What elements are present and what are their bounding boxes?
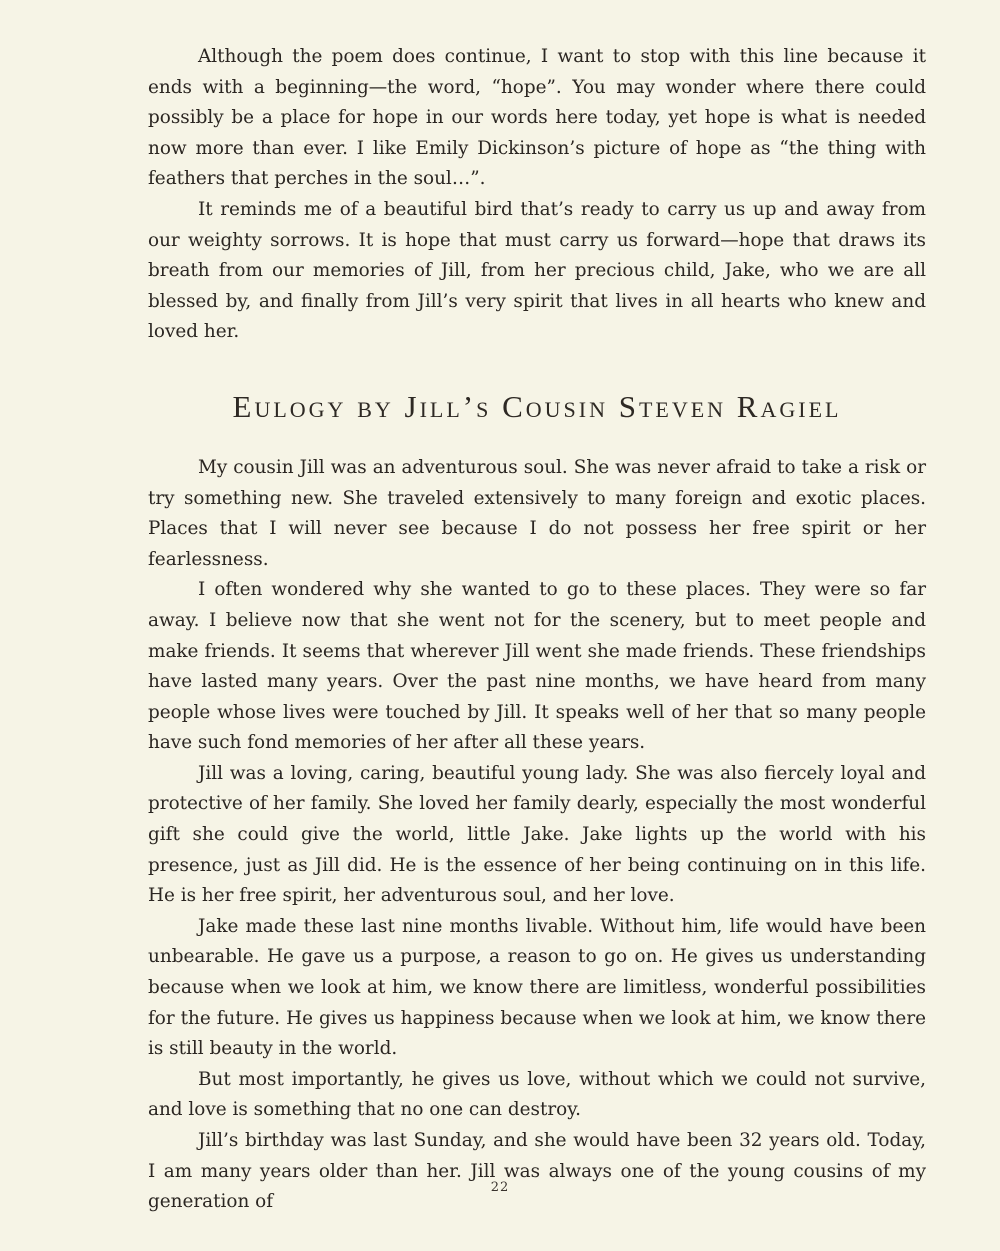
eulogy-paragraph-5: But most importantly, he gives us love, without which we could not survive, and love is something that no one can destroy. xyxy=(148,1068,926,1121)
intro-paragraph-1: Although the poem does continue, I want to stop with this line because it ends with a beginning—the word, “hope”. You may wonder where there could possibly be a place for hope in our words here today, yet hope is what is needed now more than ever. I like Emily Dickinson’s picture of hope as “the thing with feathers that perches in the soul…”. xyxy=(148,46,926,190)
eulogy-paragraph-6: Jill’s birthday was last Sunday, and she would have been 32 years old. Today, I am many years older than her. Jill was always one of the young cousins of my generation of xyxy=(148,1130,926,1213)
eulogy-paragraph-2: I often wondered why she wanted to go to these places. They were so far away. I believe now that she went not for the scenery, but to meet people and make friends. It seems that wherever Jill went she made friends. These friendships have lasted many years. Over the past nine months, we have heard from many people whose lives were touched by Jill. It speaks well of her that so many people have such fond memories of her after all these years. xyxy=(148,579,926,754)
eulogy-paragraph-3: Jill was a loving, caring, beautiful young lady. She was also fiercely loyal and protective of her family. She loved her family dearly, especially the most wonderful gift she could give the world, little Jake. Jake lights up the world with his presence, just as Jill did. He is the essence of her being continuing on in this life. He is her free spirit, her adventurous soul, and her love. xyxy=(148,762,926,907)
section-heading: Eulogy by Jill’s Cousin Steven Ragiel xyxy=(232,388,842,424)
eulogy-paragraph-4: Jake made these last nine months livable. Without him, life would have been unbearable. He gave us a purpose, a reason to go on. He gives us understanding because when we look at him, we know there are limitless, wonderful possibilities for the future. He gives us happiness because when we look at him, we know there is still beauty in the world. xyxy=(148,915,926,1060)
page-number: 22 xyxy=(490,1180,510,1195)
intro-paragraph-2: It reminds me of a beautiful bird that’s ready to carry us up and away from our weighty sorrows. It is hope that must carry us forward—hope that draws its breath from our memories of Jill, from her precious child, Jake, who we are all blessed by, and finally from Jill’s very spirit that lives in all hearts who knew and loved her. xyxy=(148,198,926,343)
page-body xyxy=(148,42,926,1218)
eulogy-paragraph-1: My cousin Jill was an adventurous soul. She was never afraid to take a risk or try something new. She traveled extensively to many foreign and exotic places. Places that I will never see because I do not possess her free spirit or her fearlessness. xyxy=(148,456,926,570)
